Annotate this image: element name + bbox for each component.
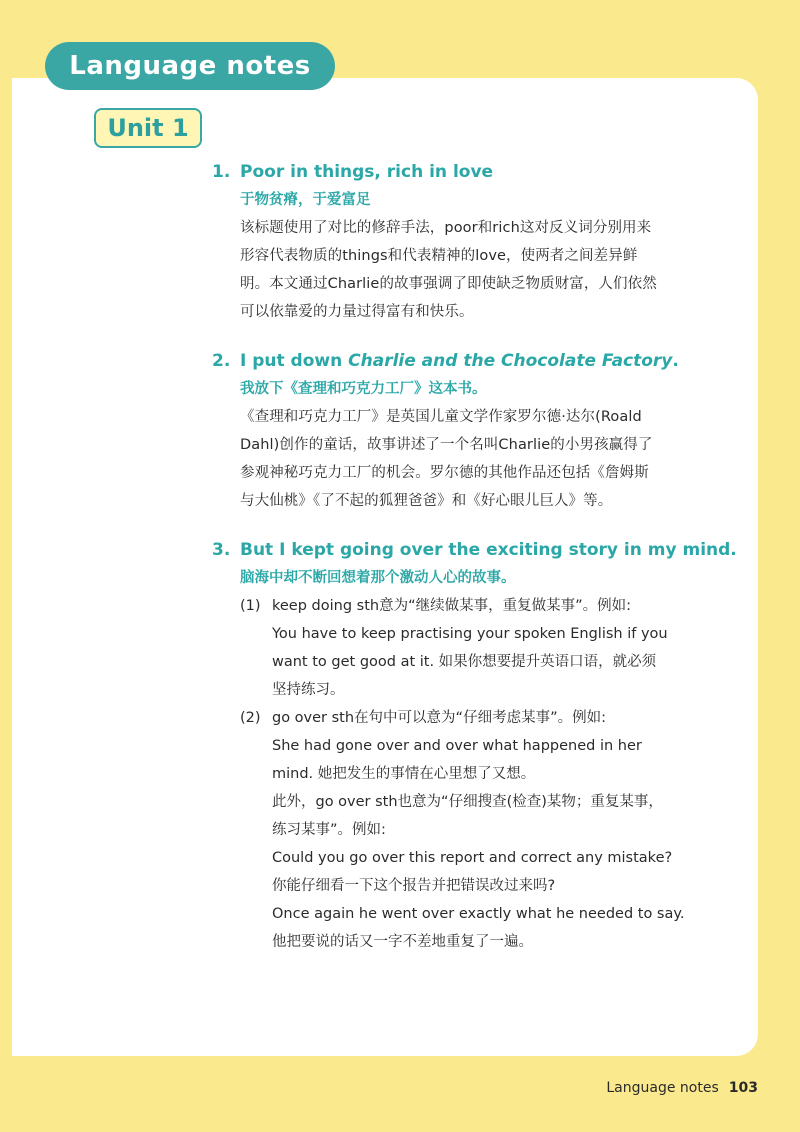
- sub-note-line: Once again he went over exactly what he needed to say.: [272, 906, 685, 922]
- book-title: Charlie and the Chocolate Factory: [348, 351, 673, 371]
- note-title: [212, 347, 722, 375]
- note-3: [212, 536, 737, 956]
- note-number: 1.: [212, 162, 231, 182]
- sub-note-line: want to get good at it. 如果你想要提升英语口语，就必须: [272, 654, 657, 670]
- note-title-text: But I kept going over the exciting story in my mind.: [240, 540, 737, 560]
- sub-note-line: mind. 她把发生的事情在心里想了又想。: [272, 766, 536, 782]
- unit-badge: Unit 1: [94, 108, 202, 148]
- note-line: 该标题使用了对比的修辞手法，poor和rich这对反义词分别用来: [240, 220, 652, 236]
- note-line: 形容代表物质的things和代表精神的love，使两者之间差异鲜: [240, 248, 638, 264]
- sub-note-line: 你能仔细看一下这个报告并把错误改过来吗?: [272, 878, 556, 894]
- note-title: [212, 536, 737, 564]
- sub-note-line: She had gone over and over what happened in her: [272, 738, 642, 754]
- sub-note-1: [212, 592, 722, 704]
- note-title-post: .: [672, 351, 679, 371]
- sub-note-line: 坚持练习。: [272, 682, 345, 698]
- note-number: 2.: [212, 351, 231, 371]
- note-line: 参观神秘巧克力工厂的机会。罗尔德的其他作品还包括《詹姆斯: [240, 465, 649, 481]
- sub-note-line: Could you go over this report and correct any mistake?: [272, 850, 673, 866]
- note-title-text: Poor in things, rich in love: [240, 162, 494, 182]
- note-translation: 我放下《查理和巧克力工厂》这本书。: [240, 381, 487, 397]
- sub-note-2: [212, 704, 722, 956]
- sub-note-line: 练习某事”。例如:: [272, 822, 386, 838]
- sub-note-body: [272, 592, 722, 704]
- sub-note-line: 此外，go over sth也意为“仔细搜查(检查)某物；重复某事，: [272, 794, 663, 810]
- footer-label: Language notes: [606, 1080, 719, 1096]
- note-line: 明。本文通过Charlie的故事强调了即使缺乏物质财富，人们依然: [240, 276, 657, 292]
- sub-note-line: You have to keep practising your spoken English if you: [272, 626, 668, 642]
- notes-list: [212, 158, 737, 977]
- note-title: [212, 158, 722, 186]
- page-number: 103: [728, 1080, 758, 1096]
- section-header: Language notes: [45, 42, 335, 90]
- sub-note-line: 他把要说的话又一字不差地重复了一遍。: [272, 934, 533, 950]
- note-line: Dahl)创作的童话，故事讲述了一个名叫Charlie的小男孩赢得了: [240, 437, 653, 453]
- note-2: [212, 347, 722, 515]
- note-title-text: [240, 347, 679, 375]
- sub-note-body: [272, 704, 722, 956]
- page-footer: [606, 1080, 758, 1096]
- sub-note-head: go over sth在句中可以意为“仔细考虑某事”。例如:: [272, 710, 606, 726]
- note-number: 3.: [212, 540, 231, 560]
- note-title-pre: I put down: [240, 351, 349, 371]
- note-translation: 脑海中却不断回想着那个激动人心的故事。: [240, 570, 516, 586]
- sub-note-number: (1): [240, 598, 261, 614]
- sub-note-head: keep doing sth意为“继续做某事，重复做某事”。例如:: [272, 598, 631, 614]
- note-1: [212, 158, 722, 326]
- note-line: 《查理和巧克力工厂》是英国儿童文学作家罗尔德·达尔(Roald: [240, 409, 642, 425]
- sub-note-number: (2): [240, 710, 261, 726]
- note-translation: 于物贫瘠，于爱富足: [240, 192, 371, 208]
- note-line: 可以依靠爱的力量过得富有和快乐。: [240, 304, 474, 320]
- note-line: 与大仙桃》《了不起的狐狸爸爸》和《好心眼儿巨人》等。: [240, 493, 613, 509]
